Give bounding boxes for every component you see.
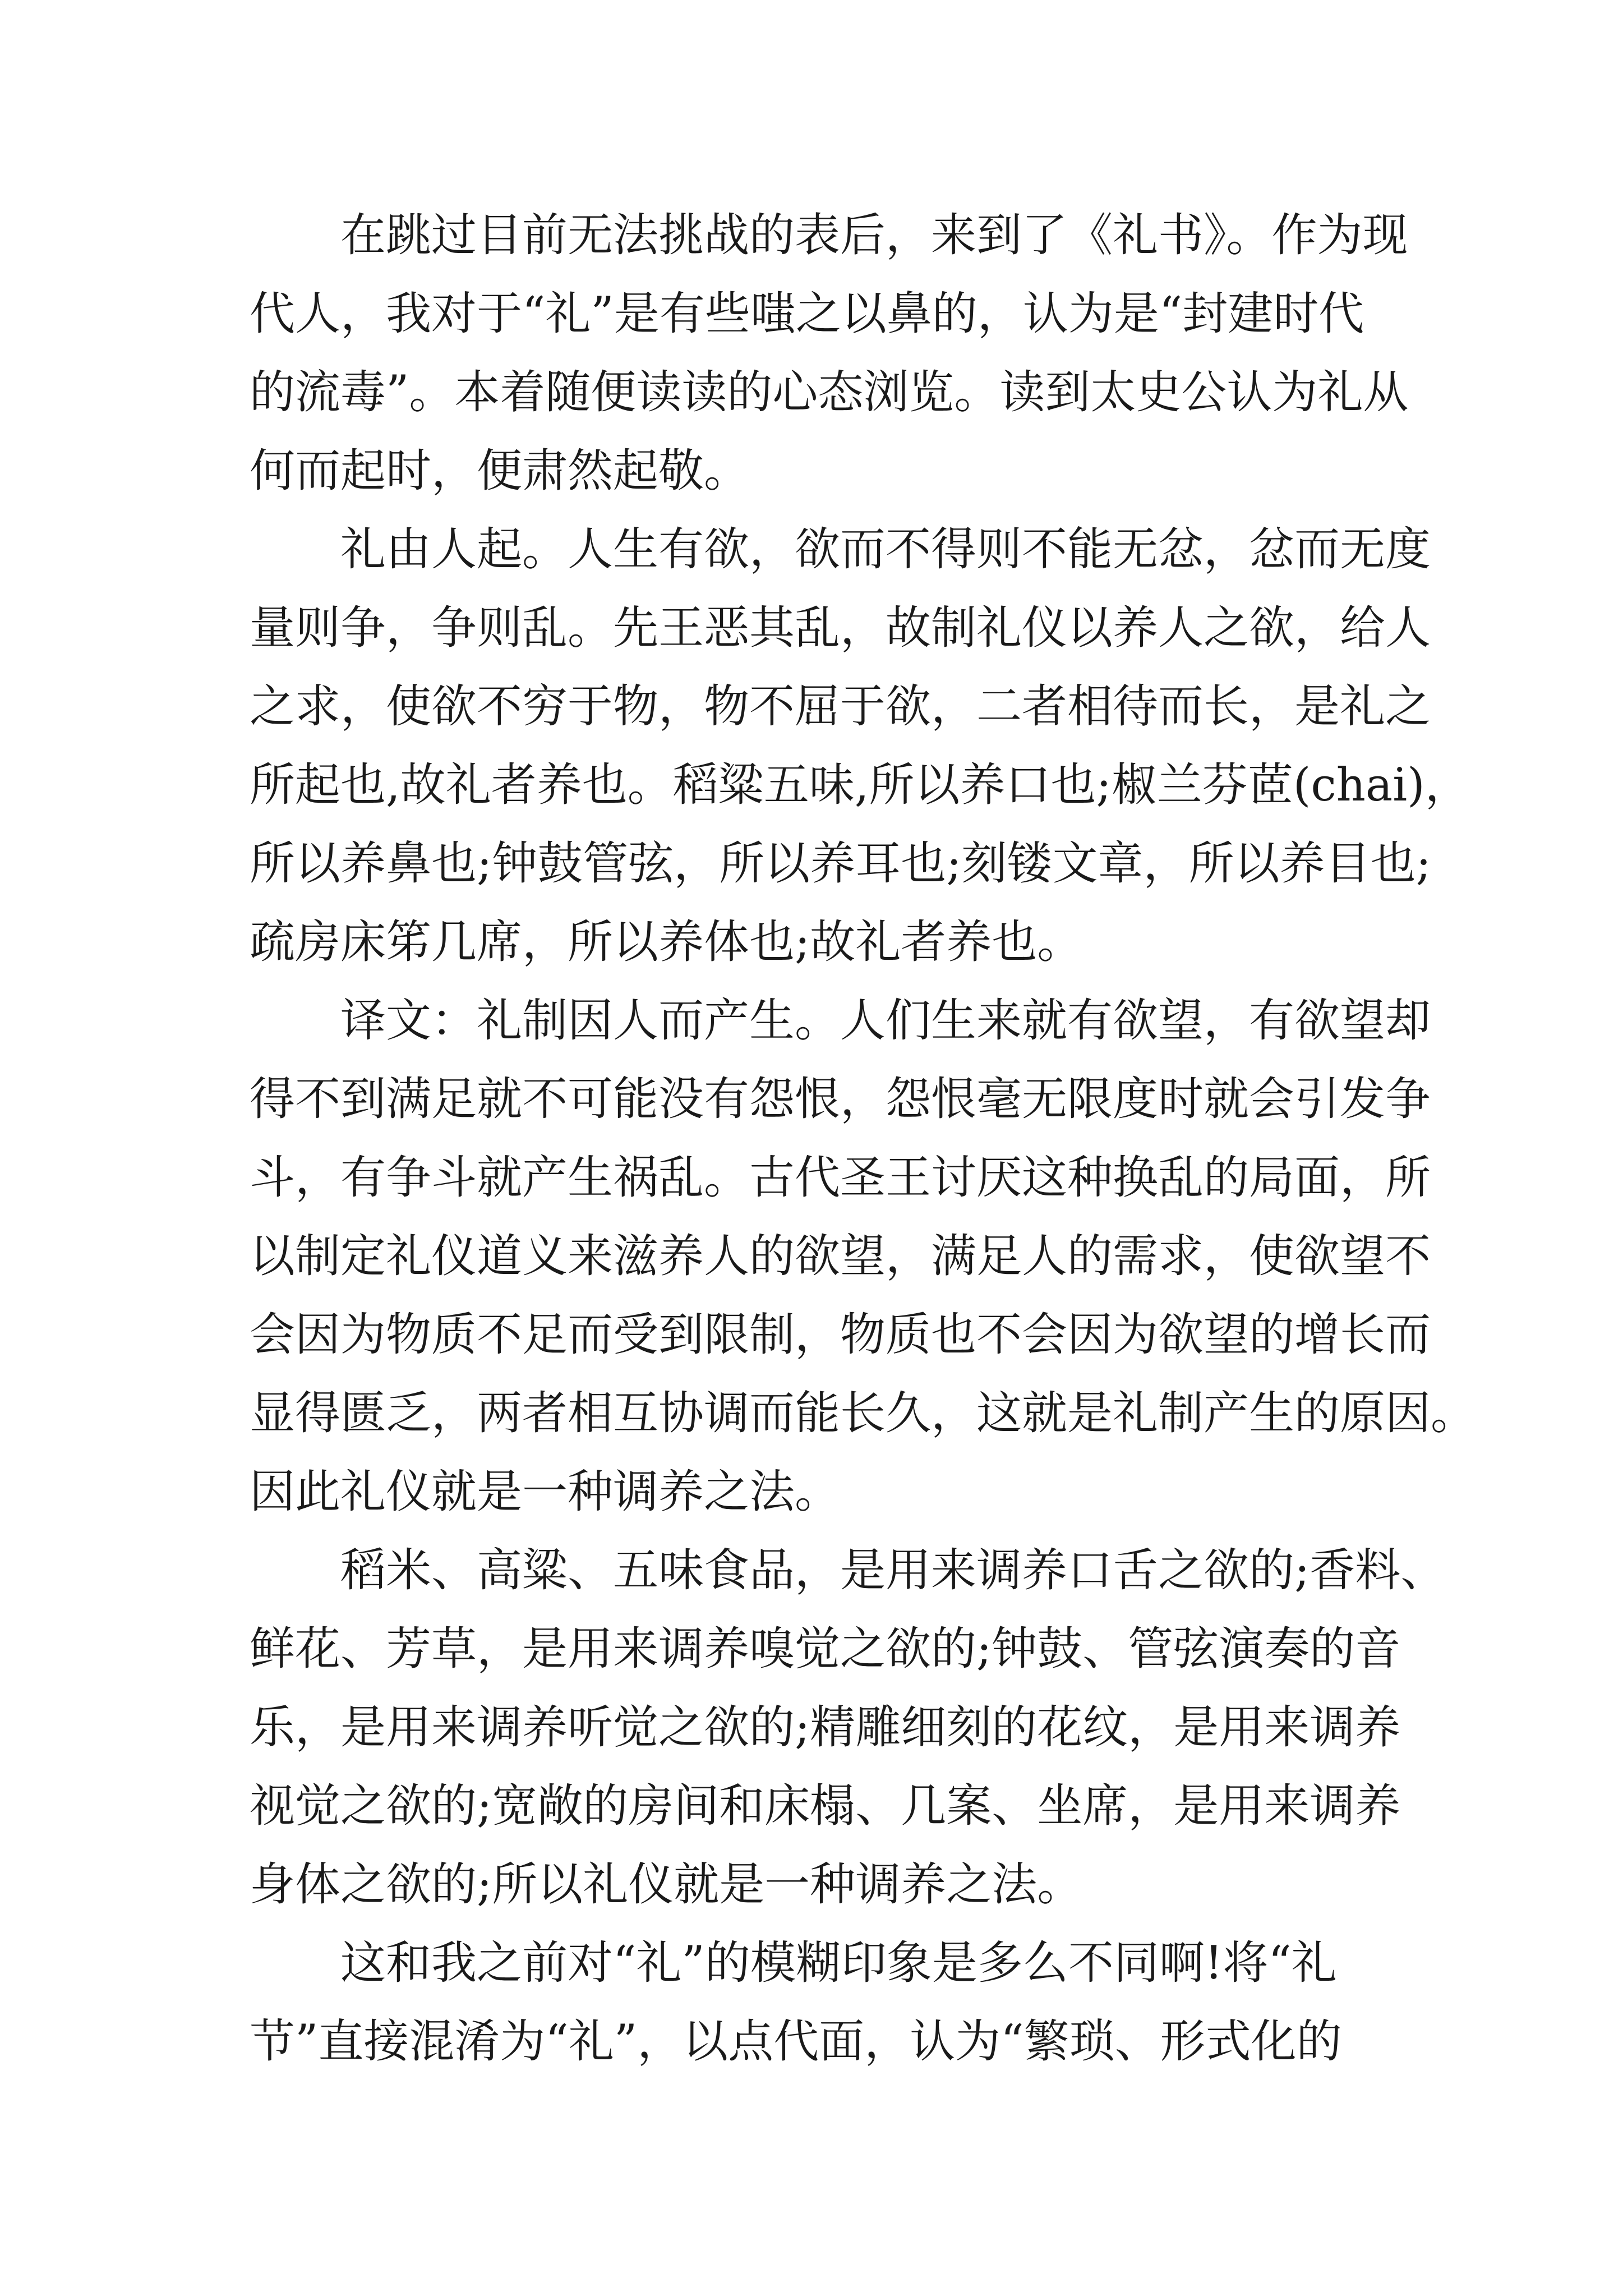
text-line: 因此礼仪就是一种调养之法。 xyxy=(250,1466,841,1519)
text-line: 译文：礼制因人而产生。人们生来就有欲望，有欲望却 xyxy=(340,995,1431,1047)
text-line: 视觉之欲的;宽敞的房间和床榻、几案、坐席，是用来调养 xyxy=(250,1780,1401,1833)
text-line: 身体之欲的;所以礼仪就是一种调养之法。 xyxy=(250,1858,1083,1911)
text-line: 显得匮乏，两者相互协调而能长久，这就是礼制产生的原因。 xyxy=(250,1387,1477,1440)
text-line: 鲜花、芳草，是用来调养嗅觉之欲的;钟鼓、管弦演奏的音 xyxy=(250,1623,1401,1676)
paragraph-translation-details xyxy=(250,1531,1446,1924)
text-line: 乐，是用来调养听觉之欲的;精雕细刻的花纹，是用来调养 xyxy=(250,1701,1401,1754)
text-line: 所以养鼻也;钟鼓管弦，所以养耳也;刻镂文章，所以养目也; xyxy=(250,838,1431,890)
text-line: 节”直接混淆为“礼”，以点代面，认为“繁琐、形式化的 xyxy=(250,2016,1342,2068)
text-line: 之求，使欲不穷于物，物不屈于欲，二者相待而长，是礼之 xyxy=(250,680,1431,733)
text-line: 在跳过目前无法挑战的表后，来到了《礼书》。作为现 xyxy=(340,209,1408,262)
text-line: 何而起时，便肃然起敬。 xyxy=(250,445,750,498)
text-line: 斗，有争斗就产生祸乱。古代圣王讨厌这种换乱的局面，所 xyxy=(250,1152,1431,1204)
document-body xyxy=(250,196,1477,2081)
text-line: 的流毒”。本着随便读读的心态浏览。读到太史公认为礼从 xyxy=(250,366,1409,419)
text-line: 这和我之前对“礼”的模糊印象是多么不同啊!将“礼 xyxy=(340,1937,1337,1990)
text-line: 得不到满足就不可能没有怨恨，怨恨毫无限度时就会引发争 xyxy=(250,1073,1431,1126)
paragraph-reflection xyxy=(250,1924,1368,2081)
text-line: 以制定礼仪道义来滋养人的欲望，满足人的需求，使欲望不 xyxy=(250,1230,1431,1283)
text-line: 会因为物质不足而受到限制，物质也不会因为欲望的增长而 xyxy=(250,1309,1431,1361)
text-line: 代人，我对于“礼”是有些嗤之以鼻的，认为是“封建时代 xyxy=(250,288,1364,341)
paragraph-original-text xyxy=(250,510,1470,982)
text-line: 所起也,故礼者养也。稻粱五味,所以养口也;椒兰芬茝(chai)， xyxy=(250,759,1470,812)
text-line: 礼由人起。人生有欲，欲而不得则不能无忿，忿而无度 xyxy=(340,523,1431,576)
text-line: 量则争，争则乱。先王恶其乱，故制礼仪以养人之欲，给人 xyxy=(250,602,1431,655)
text-line: 稻米、高粱、五味食品，是用来调养口舌之欲的;香料、 xyxy=(340,1544,1446,1597)
paragraph-intro xyxy=(250,196,1409,510)
text-line: 疏房床笫几席，所以养体也;故礼者养也。 xyxy=(250,916,1083,969)
paragraph-translation xyxy=(250,982,1477,1531)
